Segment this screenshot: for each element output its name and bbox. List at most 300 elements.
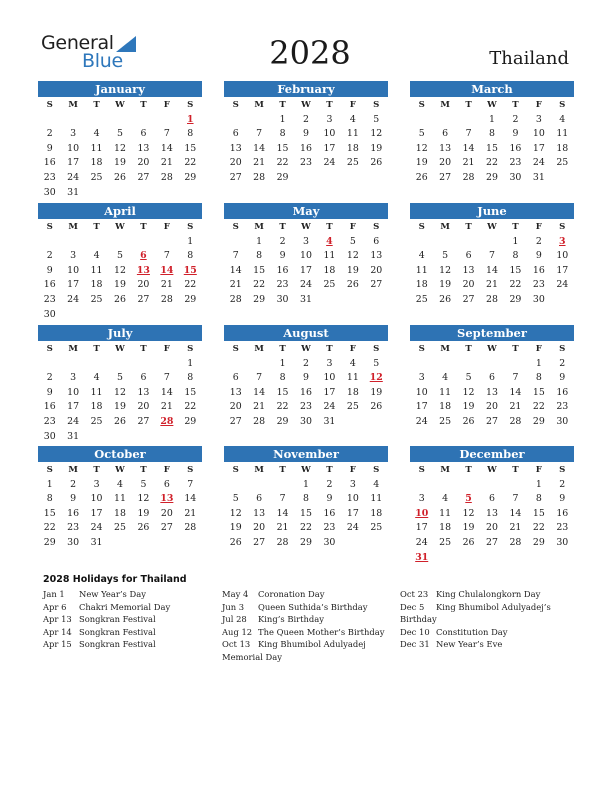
day-cell: 4 — [442, 372, 449, 384]
weekday-header: T — [465, 222, 472, 232]
weekday-header: S — [559, 344, 566, 354]
weekday-header: F — [349, 465, 356, 475]
day-grid — [38, 98, 202, 200]
day-cell: 7 — [232, 250, 239, 262]
weekday-header: T — [465, 100, 472, 110]
holiday-name: Songkran Festival — [79, 614, 156, 624]
day-cell: 13 — [486, 386, 498, 398]
weekday-header: S — [187, 222, 194, 232]
day-cell: 9 — [512, 128, 519, 140]
holiday-date: Jan 1 — [43, 589, 65, 599]
holiday-day-cell: 13 — [160, 493, 174, 505]
day-cell: 9 — [70, 493, 77, 505]
day-cell: 21 — [253, 401, 266, 413]
holiday-item — [43, 638, 208, 651]
day-cell: 18 — [114, 507, 126, 519]
day-cell: 5 — [373, 113, 380, 125]
day-cell: 16 — [556, 386, 569, 398]
holiday-date: Oct 23 — [400, 589, 429, 599]
calendar-year: 2028 — [269, 34, 351, 72]
weekday-header: S — [46, 465, 53, 475]
day-cell: 8 — [535, 493, 542, 505]
day-cell: 8 — [187, 372, 194, 384]
weekday-header: T — [465, 344, 472, 354]
day-cell: 25 — [90, 293, 103, 305]
weekday-header: F — [163, 222, 170, 232]
holiday-column — [400, 588, 565, 651]
day-cell: 28 — [229, 293, 242, 305]
holiday-name: Chakri Memorial Day — [79, 601, 171, 612]
weekday-header: S — [373, 100, 380, 110]
day-cell: 1 — [512, 235, 519, 247]
holiday-list — [43, 574, 573, 662]
day-cell: 26 — [415, 171, 428, 183]
holiday-date: Apr 6 — [43, 601, 67, 612]
day-cell: 26 — [114, 293, 126, 305]
day-cell: 26 — [114, 415, 126, 427]
day-cell: 20 — [229, 401, 242, 413]
weekday-header: S — [46, 222, 53, 232]
day-grid — [224, 220, 388, 308]
day-cell: 27 — [486, 536, 498, 548]
day-cell: 9 — [46, 142, 53, 154]
day-cell: 8 — [303, 493, 309, 505]
day-cell: 16 — [532, 264, 545, 276]
weekday-header: W — [115, 465, 125, 475]
day-cell: 7 — [163, 128, 170, 140]
day-cell: 23 — [43, 293, 56, 305]
holiday-day-cell: 6 — [140, 250, 147, 262]
day-cell: 19 — [229, 522, 242, 534]
holiday-item — [43, 626, 208, 639]
month-title: February — [224, 81, 388, 97]
month-september — [410, 325, 574, 430]
day-cell: 10 — [415, 386, 428, 398]
weekday-header: T — [279, 465, 286, 475]
weekday-header: S — [232, 465, 239, 475]
weekday-header: S — [418, 465, 425, 475]
day-cell: 7 — [163, 372, 170, 384]
weekday-header: F — [163, 100, 170, 110]
day-cell: 22 — [486, 157, 498, 169]
day-cell: 2 — [512, 113, 519, 125]
day-cell: 22 — [509, 279, 522, 291]
holiday-day-cell: 14 — [160, 264, 174, 276]
weekday-header: S — [559, 100, 566, 110]
weekday-header: T — [279, 100, 286, 110]
weekday-header: M — [254, 100, 264, 110]
day-cell: 21 — [486, 279, 498, 291]
weekday-header: W — [487, 465, 497, 475]
day-cell: 28 — [160, 171, 173, 183]
weekday-header: S — [232, 100, 239, 110]
weekday-header: T — [326, 222, 333, 232]
day-cell: 24 — [300, 279, 312, 291]
weekday-header: T — [140, 222, 147, 232]
weekday-header: S — [418, 100, 425, 110]
day-grid — [224, 98, 388, 186]
day-cell: 19 — [137, 507, 150, 519]
day-cell: 6 — [140, 128, 147, 140]
weekday-header: T — [140, 344, 147, 354]
holiday-name: Songkran Festival — [79, 626, 156, 637]
empty-cell — [155, 235, 178, 250]
day-cell: 3 — [70, 250, 77, 262]
day-cell: 4 — [349, 357, 356, 369]
holiday-column — [43, 588, 208, 651]
day-cell: 19 — [462, 522, 475, 534]
day-cell: 15 — [509, 264, 522, 276]
holiday-list-title: 2028 Holidays for Thailand — [43, 574, 187, 585]
day-cell: 21 — [509, 401, 522, 413]
month-title: April — [38, 203, 202, 219]
day-cell: 9 — [303, 372, 309, 384]
day-cell: 26 — [229, 536, 242, 548]
day-cell: 1 — [187, 235, 194, 247]
empty-cell — [85, 113, 108, 128]
day-cell: 2 — [46, 250, 53, 262]
day-cell: 24 — [67, 293, 80, 305]
day-cell: 23 — [300, 401, 312, 413]
day-cell: 20 — [462, 279, 475, 291]
day-cell: 8 — [489, 128, 495, 140]
day-cell: 4 — [93, 128, 100, 140]
day-cell: 31 — [67, 430, 80, 442]
empty-cell — [132, 113, 155, 128]
day-cell: 29 — [184, 293, 197, 305]
day-cell: 30 — [323, 536, 336, 548]
day-cell: 28 — [509, 415, 522, 427]
day-cell: 27 — [137, 171, 150, 183]
day-grid — [224, 463, 388, 551]
day-grid — [410, 98, 574, 186]
weekday-header: T — [93, 465, 100, 475]
holiday-name: Queen Suthida’s Birthday — [258, 601, 368, 612]
weekday-header: S — [46, 100, 53, 110]
day-cell: 27 — [160, 522, 173, 534]
country-name: Thailand — [489, 48, 569, 69]
day-cell: 4 — [349, 113, 356, 125]
day-cell: 21 — [160, 157, 173, 169]
day-cell: 23 — [67, 522, 80, 534]
day-cell: 18 — [90, 401, 103, 413]
day-cell: 20 — [137, 401, 150, 413]
day-cell: 23 — [43, 415, 56, 427]
day-cell: 10 — [67, 264, 80, 276]
empty-cell — [410, 113, 433, 128]
day-cell: 22 — [184, 401, 197, 413]
weekday-header: M — [68, 100, 78, 110]
empty-cell — [224, 478, 247, 493]
day-cell: 4 — [117, 478, 123, 490]
day-cell: 14 — [253, 386, 266, 398]
day-cell: 17 — [532, 142, 545, 154]
day-cell: 10 — [323, 128, 336, 140]
day-cell: 8 — [279, 372, 286, 384]
day-cell: 8 — [535, 372, 542, 384]
day-cell: 29 — [253, 293, 266, 305]
month-june — [410, 203, 574, 308]
holiday-item — [400, 626, 565, 639]
weekday-header: W — [115, 100, 125, 110]
month-july — [38, 325, 202, 444]
day-cell: 28 — [253, 415, 266, 427]
weekday-header: F — [535, 100, 542, 110]
day-cell: 5 — [349, 235, 356, 247]
weekday-header: S — [559, 222, 566, 232]
day-cell: 11 — [323, 250, 336, 262]
day-cell: 29 — [43, 536, 56, 548]
month-title: October — [38, 446, 202, 462]
day-grid — [224, 342, 388, 430]
day-cell: 20 — [137, 279, 150, 291]
day-cell: 9 — [279, 250, 286, 262]
day-cell: 5 — [140, 478, 147, 490]
logo-text-blue: Blue — [82, 50, 123, 72]
day-cell: 2 — [303, 357, 309, 369]
day-cell: 27 — [229, 171, 242, 183]
day-grid — [38, 220, 202, 322]
day-cell: 6 — [232, 128, 239, 140]
holiday-name: King Chulalongkorn Day — [436, 589, 541, 599]
day-cell: 7 — [163, 250, 170, 262]
day-cell: 22 — [300, 522, 312, 534]
holiday-item — [222, 626, 387, 639]
day-grid — [38, 463, 202, 551]
day-cell: 17 — [323, 386, 336, 398]
weekday-header: S — [232, 344, 239, 354]
day-cell: 6 — [442, 128, 449, 140]
empty-cell — [433, 113, 456, 128]
day-cell: 8 — [46, 493, 53, 505]
day-cell: 19 — [114, 157, 126, 169]
day-cell: 27 — [439, 171, 452, 183]
day-cell: 19 — [114, 401, 126, 413]
day-cell: 23 — [556, 522, 569, 534]
day-cell: 7 — [279, 493, 286, 505]
weekday-header: M — [68, 465, 78, 475]
day-cell: 26 — [114, 171, 126, 183]
day-cell: 31 — [67, 186, 80, 198]
day-cell: 25 — [90, 415, 103, 427]
day-cell: 6 — [373, 235, 380, 247]
day-cell: 13 — [137, 142, 150, 154]
empty-cell — [457, 357, 480, 372]
month-title: January — [38, 81, 202, 97]
empty-cell — [410, 357, 433, 372]
day-cell: 13 — [229, 142, 242, 154]
day-cell: 8 — [187, 250, 194, 262]
day-cell: 1 — [187, 357, 194, 369]
day-cell: 2 — [559, 357, 566, 369]
day-cell: 30 — [556, 536, 569, 548]
day-cell: 1 — [279, 357, 286, 369]
day-cell: 5 — [117, 128, 123, 140]
day-cell: 12 — [415, 142, 428, 154]
holiday-name: Coronation Day — [258, 589, 325, 599]
day-cell: 19 — [370, 386, 383, 398]
day-cell: 14 — [184, 493, 197, 505]
day-cell: 15 — [184, 386, 197, 398]
day-cell: 10 — [323, 372, 336, 384]
holiday-name: King Bhumibol Adulyadej Memorial Day — [222, 639, 366, 662]
weekday-header: W — [301, 100, 311, 110]
day-cell: 13 — [439, 142, 452, 154]
day-cell: 12 — [370, 128, 383, 140]
day-cell: 21 — [509, 522, 522, 534]
day-cell: 21 — [160, 401, 173, 413]
day-cell: 2 — [535, 235, 542, 247]
day-cell: 23 — [509, 157, 522, 169]
weekday-header: S — [46, 344, 53, 354]
day-cell: 21 — [462, 157, 475, 169]
day-cell: 29 — [276, 415, 289, 427]
day-cell: 10 — [556, 250, 569, 262]
day-cell: 30 — [67, 536, 80, 548]
weekday-header: M — [254, 344, 264, 354]
day-cell: 21 — [276, 522, 289, 534]
day-cell: 18 — [439, 401, 452, 413]
empty-cell — [433, 235, 456, 250]
holiday-day-cell: 1 — [187, 113, 194, 125]
day-cell: 31 — [300, 293, 312, 305]
holiday-day-cell: 31 — [415, 551, 429, 563]
day-cell: 15 — [276, 386, 289, 398]
day-cell: 11 — [415, 264, 428, 276]
day-cell: 2 — [279, 235, 286, 247]
day-cell: 16 — [556, 507, 569, 519]
day-cell: 24 — [323, 401, 336, 413]
holiday-column — [222, 588, 387, 663]
day-grid — [38, 342, 202, 444]
day-cell: 16 — [43, 157, 56, 169]
day-cell: 14 — [509, 507, 522, 519]
month-title: November — [224, 446, 388, 462]
day-cell: 30 — [43, 430, 56, 442]
day-cell: 12 — [114, 264, 126, 276]
day-cell: 5 — [373, 357, 380, 369]
day-cell: 3 — [70, 128, 77, 140]
day-cell: 1 — [489, 113, 495, 125]
day-cell: 4 — [442, 493, 449, 505]
day-cell: 2 — [559, 478, 566, 490]
day-cell: 3 — [93, 478, 100, 490]
empty-cell — [433, 478, 456, 493]
day-cell: 3 — [303, 235, 309, 247]
weekday-header: W — [115, 222, 125, 232]
month-title: May — [224, 203, 388, 219]
day-cell: 21 — [184, 507, 197, 519]
day-cell: 28 — [509, 536, 522, 548]
day-cell: 27 — [370, 279, 383, 291]
day-cell: 31 — [532, 171, 545, 183]
day-cell: 26 — [462, 415, 475, 427]
holiday-name: King’s Birthday — [258, 614, 324, 624]
day-cell: 16 — [43, 401, 56, 413]
day-cell: 4 — [418, 250, 425, 262]
day-cell: 31 — [90, 536, 103, 548]
weekday-header: T — [279, 222, 286, 232]
holiday-name: New Year’s Day — [79, 589, 146, 599]
holiday-date: Apr 15 — [43, 639, 72, 649]
day-cell: 30 — [509, 171, 522, 183]
empty-cell — [61, 357, 84, 372]
day-cell: 24 — [346, 522, 359, 534]
day-grid — [410, 342, 574, 430]
holiday-day-cell: 15 — [183, 264, 197, 276]
day-grid — [410, 463, 574, 565]
weekday-header: F — [163, 465, 170, 475]
day-cell: 22 — [184, 279, 197, 291]
weekday-header: M — [440, 344, 450, 354]
holiday-date: Apr 13 — [43, 614, 72, 624]
day-cell: 11 — [346, 128, 359, 140]
day-cell: 29 — [184, 171, 197, 183]
day-cell: 5 — [465, 372, 472, 384]
empty-cell — [504, 357, 527, 372]
day-cell: 16 — [300, 386, 312, 398]
day-cell: 30 — [276, 293, 289, 305]
day-cell: 25 — [114, 522, 126, 534]
weekday-header: W — [487, 344, 497, 354]
day-cell: 26 — [370, 401, 383, 413]
weekday-header: M — [440, 465, 450, 475]
day-cell: 22 — [532, 401, 545, 413]
day-cell: 18 — [90, 279, 103, 291]
day-cell: 29 — [532, 415, 545, 427]
weekday-header: F — [349, 344, 356, 354]
empty-cell — [85, 357, 108, 372]
day-cell: 2 — [326, 478, 333, 490]
day-cell: 2 — [70, 478, 77, 490]
day-cell: 22 — [253, 279, 266, 291]
day-cell: 11 — [439, 507, 452, 519]
day-cell: 11 — [90, 142, 103, 154]
day-cell: 26 — [346, 279, 359, 291]
day-cell: 5 — [232, 493, 239, 505]
weekday-header: S — [559, 465, 566, 475]
day-cell: 13 — [486, 507, 498, 519]
day-cell: 16 — [43, 279, 56, 291]
day-cell: 15 — [253, 264, 266, 276]
day-cell: 25 — [370, 522, 383, 534]
empty-cell — [480, 478, 503, 493]
day-cell: 9 — [46, 264, 53, 276]
day-cell: 29 — [276, 171, 289, 183]
empty-cell — [247, 478, 270, 493]
holiday-date: May 4 — [222, 589, 249, 599]
empty-cell — [480, 357, 503, 372]
day-cell: 16 — [509, 142, 522, 154]
day-cell: 20 — [253, 522, 266, 534]
day-cell: 23 — [300, 157, 312, 169]
day-cell: 10 — [346, 493, 359, 505]
weekday-header: F — [163, 344, 170, 354]
day-cell: 30 — [43, 186, 56, 198]
holiday-item — [222, 588, 387, 601]
weekday-header: S — [187, 344, 194, 354]
weekday-header: T — [279, 344, 286, 354]
day-cell: 17 — [67, 401, 80, 413]
holiday-name: Songkran Festival — [79, 639, 156, 649]
weekday-header: M — [68, 344, 78, 354]
day-cell: 13 — [137, 386, 150, 398]
day-cell: 17 — [300, 264, 312, 276]
month-december — [410, 446, 574, 565]
empty-cell — [480, 235, 503, 250]
month-may — [224, 203, 388, 308]
empty-cell — [224, 235, 247, 250]
